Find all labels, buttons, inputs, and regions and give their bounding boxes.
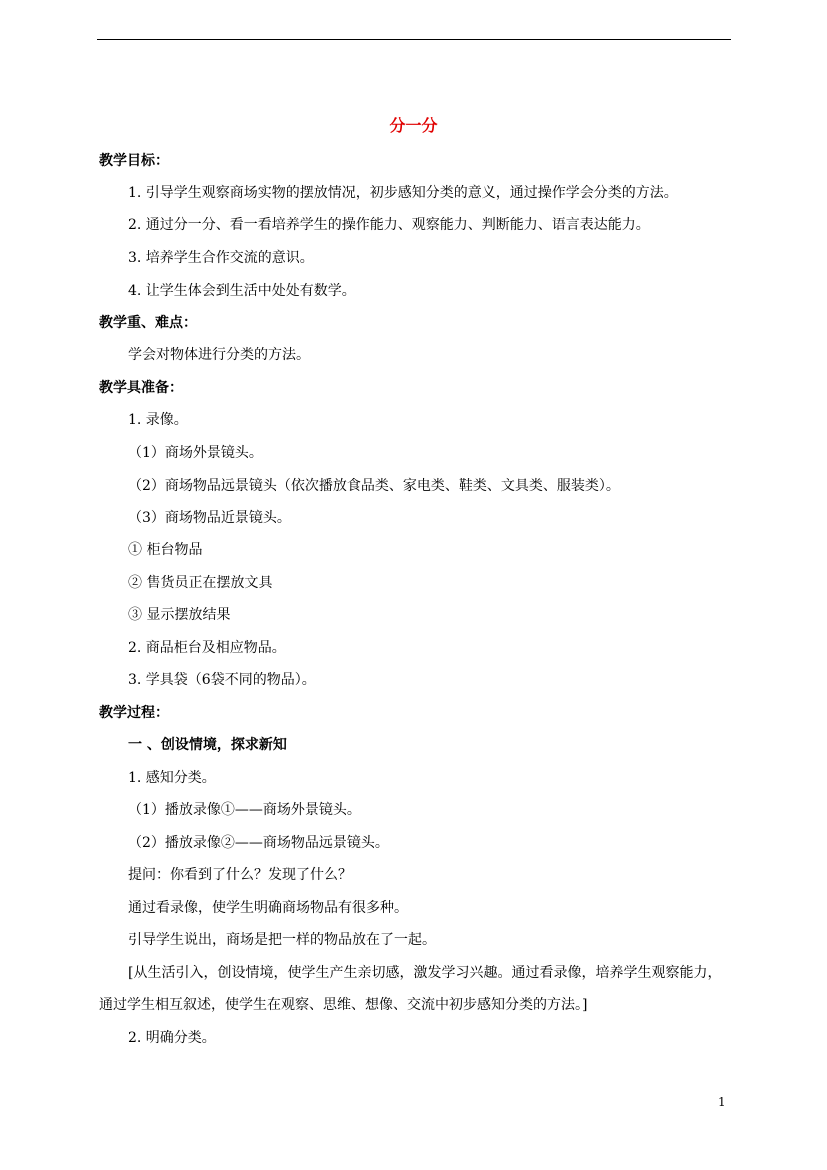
heading-objectives: 教学目标： bbox=[99, 153, 169, 169]
material-item-c: ③ 显示摆放结果 bbox=[128, 607, 231, 623]
process-step-1-sub-1: （1）播放录像①——商场外景镜头。 bbox=[128, 802, 361, 818]
heading-materials: 教学具准备： bbox=[99, 380, 183, 396]
objective-3: 3. 培养学生合作交流的意识。 bbox=[128, 250, 314, 266]
material-3: 3. 学具袋（6袋不同的物品）。 bbox=[128, 672, 316, 688]
process-commentary-line-2: 通过学生相互叙述，使学生在观察、思维、想像、交流中初步感知分类的方法。] bbox=[99, 997, 588, 1013]
material-item-b: ② 售货员正在摆放文具 bbox=[128, 575, 273, 591]
process-step-1-sub-2: （2）播放录像②——商场物品远景镜头。 bbox=[128, 835, 389, 851]
page-title: 分一分 bbox=[389, 116, 438, 135]
material-1-sub-2: （2）商场物品远景镜头（依次播放食品类、家电类、鞋类、文具类、服装类）。 bbox=[128, 478, 620, 494]
material-item-a: ① 柜台物品 bbox=[128, 542, 203, 558]
process-note-2: 引导学生说出，商场是把一样的物品放在了一起。 bbox=[128, 932, 436, 948]
objective-1: 1. 引导学生观察商场实物的摆放情况，初步感知分类的意义，通过操作学会分类的方法。 bbox=[128, 185, 678, 201]
objective-2: 2. 通过分一分、看一看培养学生的操作能力、观察能力、判断能力、语言表达能力。 bbox=[128, 217, 650, 233]
heading-key-points: 教学重、难点： bbox=[99, 315, 197, 331]
process-step-1: 1. 感知分类。 bbox=[128, 770, 216, 786]
process-commentary-line-1: [从生活引入，创设情境，使学生产生亲切感，激发学习兴趣。通过看录像，培养学生观察能力， bbox=[128, 965, 722, 981]
header-rule bbox=[97, 39, 731, 40]
page-number: 1 bbox=[718, 1095, 726, 1109]
material-1-sub-1: （1）商场外景镜头。 bbox=[128, 445, 263, 461]
process-section-1: 一 、创设情境，探求新知 bbox=[128, 737, 287, 753]
process-question: 提问：你看到了什么？发现了什么？ bbox=[128, 867, 352, 883]
material-1: 1. 录像。 bbox=[128, 412, 188, 428]
process-note-1: 通过看录像，使学生明确商场物品有很多种。 bbox=[128, 900, 408, 916]
key-point-text: 学会对物体进行分类的方法。 bbox=[128, 347, 310, 363]
material-1-sub-3: （3）商场物品近景镜头。 bbox=[128, 510, 291, 526]
heading-process: 教学过程： bbox=[99, 705, 169, 721]
process-step-2: 2. 明确分类。 bbox=[128, 1030, 216, 1046]
objective-4: 4. 让学生体会到生活中处处有数学。 bbox=[128, 283, 356, 299]
material-2: 2. 商品柜台及相应物品。 bbox=[128, 640, 286, 656]
